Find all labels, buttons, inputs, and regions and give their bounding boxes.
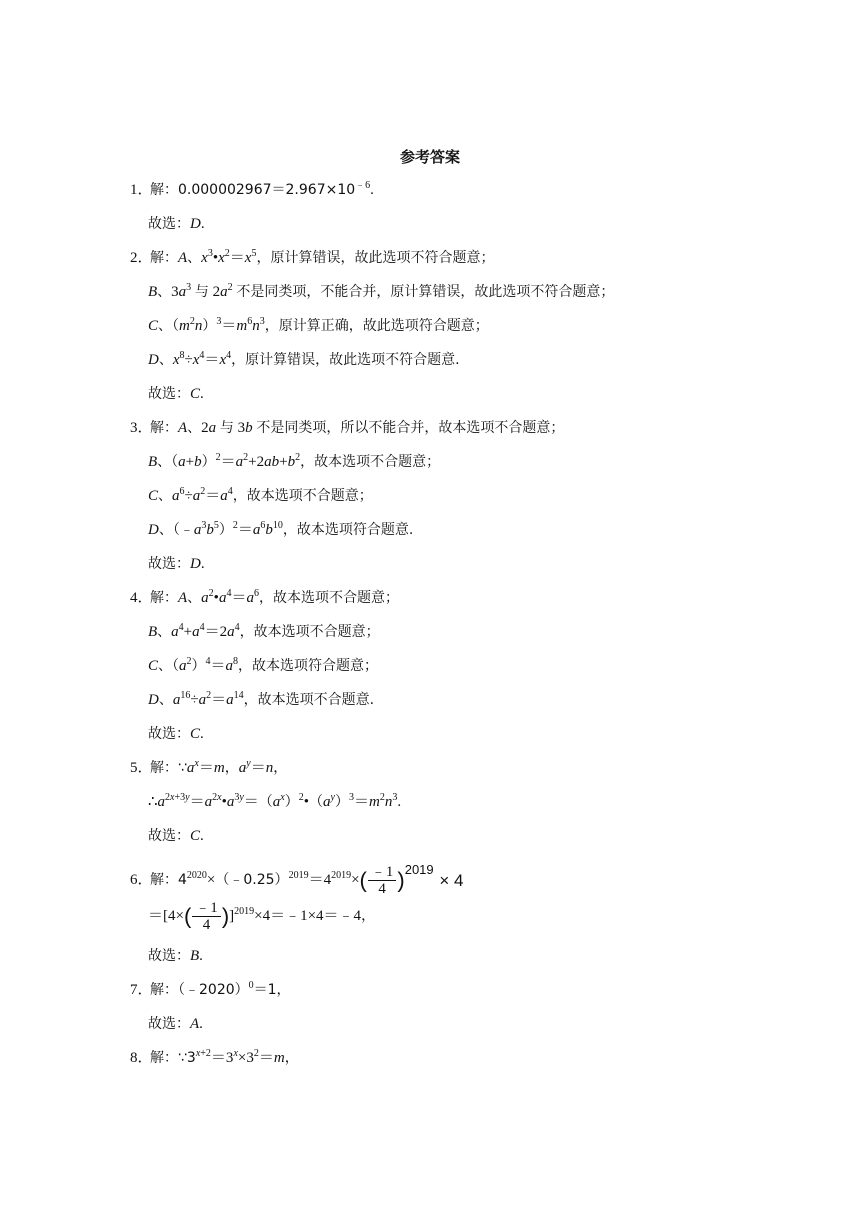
fraction: $\frac{﹣1}{4}$ — [192, 900, 221, 933]
answer-6-line-2: ＝[4×( $\frac{﹣1}{4}$ )]$^{2019}$×4＝﹣1×4＝﹣4， — [148, 900, 376, 933]
punctuation: . — [200, 386, 204, 402]
punctuation: . — [200, 726, 204, 742]
punctuation: . — [199, 948, 203, 964]
choice-value: C — [190, 726, 201, 742]
answer-8-line-1: 8．解：$\because 3^{x+2}=3^x\times 3^2=m$， — [130, 1048, 299, 1066]
answer-2-line-c: C、$(m^2n)^3=m^6n^3$，原计算正确，故此选项符合题意； — [148, 316, 489, 334]
answer-prefix: 解：∵3 — [150, 1050, 196, 1066]
answer-3-line-a: 3．解：A、2a 与 3b 不是同类项，所以不能合并，故本选项不合题意； — [130, 420, 565, 436]
answer-text: 解：0.000002967＝2.967×10 — [150, 182, 356, 198]
answer-text: ，故本选项不合题意； — [258, 590, 399, 606]
choice-label: 故选： — [148, 828, 190, 844]
answer-4-choice — [148, 724, 204, 744]
answer-5-line-1: 5．解：$\because a^x=m$，$a^y=n$， — [130, 758, 288, 776]
answer-text: 解：（﹣2020） — [150, 982, 249, 998]
answer-prefix: 解： — [150, 420, 178, 436]
answer-4-line-a: 4．解：A、$a^2•a^4=a^6$，故本选项不合题意； — [130, 588, 399, 606]
punctuation: . — [199, 1016, 203, 1032]
answer-text: ，原计算正确，故此选项符合题意； — [264, 318, 489, 334]
choice-value: C — [190, 386, 201, 402]
punctuation: . — [200, 216, 205, 232]
question-number: 6． — [130, 872, 153, 888]
answer-5-choice — [148, 826, 204, 846]
answer-prefix: 解：∵ — [150, 760, 187, 776]
answer-4-line-c: C、$(a^2)^4=a^8$，故本选项符合题意； — [148, 656, 379, 674]
answer-text: ，故本选项不合题意； — [300, 454, 441, 470]
punctuation: . — [370, 182, 374, 198]
answer-1-choice — [148, 214, 205, 234]
choice-label: 故选： — [148, 726, 190, 742]
answer-4-line-b: B、$a^4+a^4=2a^4$，故本选项不合题意； — [148, 622, 380, 640]
answer-text: ＝1， — [253, 982, 291, 998]
answer-2-choice — [148, 384, 204, 404]
answer-3-choice — [148, 554, 205, 574]
answer-text: 不是同类项，所以不能合并，故本选项不合题意； — [256, 420, 565, 436]
answer-6-line-1: 6．解：$4^{2020}\times(﹣0.25)^{2019}=4^{2019}\times$( $\frac{﹣1}{4}$ )2019 × 4 — [130, 862, 464, 898]
page-title: 参考答案 — [399, 148, 460, 166]
answer-text: ，故本选项符合题意. — [282, 522, 414, 538]
exponent: 0 — [248, 980, 254, 991]
question-number: 3． — [130, 420, 153, 436]
answer-prefix: 解：4 — [150, 872, 187, 888]
choice-label: 故选： — [148, 556, 190, 572]
answer-text: ，故本选项不合题意. — [243, 692, 375, 708]
fraction: $\frac{﹣1}{4}$ — [368, 864, 397, 897]
choice-label: 故选： — [148, 1016, 190, 1032]
answer-4-line-d: D、$a^{16}\div a^2=a^{14}$，故本选项不合题意. — [148, 690, 375, 708]
answer-7-line-1 — [130, 980, 291, 1000]
answer-1-line-1 — [130, 180, 374, 200]
answer-text: ，原计算错误，故此选项不符合题意； — [256, 250, 495, 266]
answer-2-line-d: D、$x^8\div x^4=x^4$，原计算错误，故此选项不符合题意. — [148, 350, 460, 368]
answer-text: ，故本选项不合题意； — [232, 488, 373, 504]
answer-prefix: 解： — [150, 590, 178, 606]
choice-value: A — [190, 1016, 200, 1032]
choice-value: D — [190, 556, 201, 572]
answer-text: 不是同类项，不能合并，原计算错误，故此选项不符合题意； — [236, 284, 615, 300]
choice-value: D — [190, 216, 201, 232]
question-number: 7． — [130, 982, 153, 998]
answer-text: ，故本选项不合题意； — [239, 624, 380, 640]
answer-3-line-c: C、$a^6\div a^2=a^4$，故本选项不合题意； — [148, 486, 373, 504]
question-number: 4． — [130, 590, 153, 606]
question-number: 2． — [130, 250, 153, 266]
choice-value: C — [190, 828, 201, 844]
choice-label: 故选： — [148, 216, 190, 232]
answer-2-line-b: B、$3a^3$ 与 $2a^2$ 不是同类项，不能合并，原计算错误，故此选项不符合题意； — [148, 282, 615, 300]
answer-6-choice — [148, 946, 203, 966]
choice-value: B — [190, 948, 200, 964]
question-number: 8． — [130, 1050, 153, 1066]
answer-2-line-a: 2．解：A、$x^3•x^2=x^5$，原计算错误，故此选项不符合题意； — [130, 248, 495, 266]
question-number: 1． — [130, 182, 153, 198]
choice-label: 故选： — [148, 948, 190, 964]
answer-text: ，故本选项符合题意； — [238, 658, 379, 674]
answer-5-line-2: $\therefore a^{2x+3y}=a^{2x}•a^{3y}=(a^x)^2•(a^y)^3=m^2n^3$. — [148, 792, 402, 810]
answer-3-line-b: B、$(a+b)^2=a^2+2ab+b^2$，故本选项不合题意； — [148, 452, 441, 470]
question-number: 5． — [130, 760, 153, 776]
choice-label: 故选： — [148, 386, 190, 402]
punctuation: . — [200, 828, 204, 844]
answer-3-line-d: D、$(﹣a^3b^5)^2=a^6b^{10}$，故本选项符合题意. — [148, 520, 414, 538]
punctuation: . — [200, 556, 205, 572]
exponent: ﹣6 — [355, 180, 371, 191]
answer-prefix: 解： — [150, 250, 178, 266]
answer-text: ，原计算错误，故此选项不符合题意. — [231, 352, 460, 368]
answer-7-choice — [148, 1014, 203, 1034]
